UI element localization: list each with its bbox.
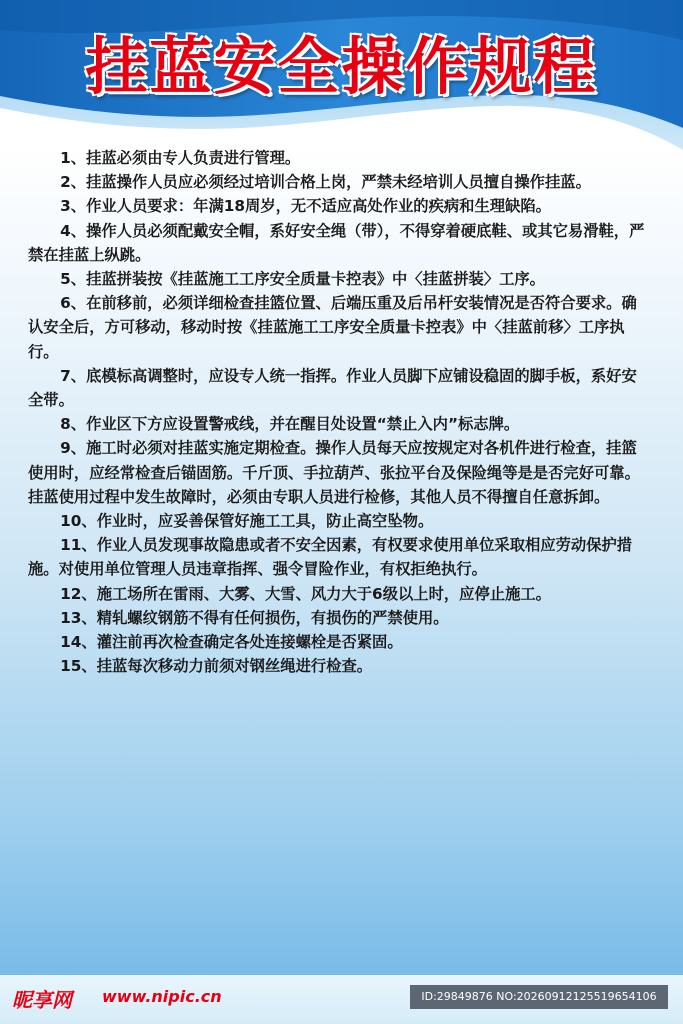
rule-item: 4、操作人员必须配戴安全帽，系好安全绳（带），不得穿着硬底鞋、或其它易滑鞋，严禁在挂蓝上纵跳。 [28,221,645,264]
rule-item: 9、施工时必须对挂蓝实施定期检查。操作人员每天应按规定对各机件进行检查，挂篮使用时，应经常检查后锚固筋。千斤顶、手拉葫芦、张拉平台及保险绳等是是否完好可靠。挂蓝使用过程中发生故障时，必须由专职人员进行检修，其他人员不得擅自任意拆卸。 [28,439,640,506]
watermark-brand-logo: 昵享网 [12,988,72,1012]
rule-item: 10、作业时，应妥善保管好施工工具，防止高空坠物。 [60,512,434,531]
rule-item: 5、挂蓝拼装按《挂蓝施工工序安全质量卡控表》中〈挂蓝拼装〉工序。 [60,270,545,289]
rule-item: 15、挂蓝每次移动力前须对钢丝绳进行检查。 [60,657,373,676]
rule-item: 8、作业区下方应设置警戒线，并在醒目处设置“禁止入内”标志牌。 [60,415,520,434]
rule-item: 13、精轧螺纹钢筋不得有任何损伤，有损伤的严禁使用。 [60,608,449,627]
rule-item: 11、作业人员发现事故隐患或者不安全因素，有权要求使用单位采取相应劳动保护措施。对使用单位管理人员违章指挥、强令冒险作业，有权拒绝执行。 [28,536,633,579]
rule-item: 7、底模标高调整时，应设专人统一指挥。作业人员脚下应铺设稳固的脚手板，系好安全带。 [28,366,637,410]
rule-item: 2、挂蓝操作人员应必须经过培训合格上岗，严禁未经培训人员擅自操作挂蓝。 [60,173,591,192]
rule-item: 14、灌注前再次检查确定各处连接螺栓是否紧固。 [60,633,403,652]
poster-title: 挂蓝安全操作规程 [85,30,598,103]
watermark-site-link[interactable]: www.nipic.cn [102,987,222,1006]
watermark-id-label: ID:29849876 NO:20260912125519654106 [410,985,668,1009]
rule-item: 3、作业人员要求：年满18周岁，无不适应高处作业的疾病和生理缺陷。 [60,197,551,216]
rule-item: 1、挂蓝必须由专人负责进行管理。 [60,149,301,167]
rule-item: 6、在前移前，必须详细检查挂篮位置、后端压重及后吊杆安装情况是否符合要求。确认安全后，方可移动，移动时按《挂蓝施工工序安全质量卡控表》中〈挂蓝前移〉工序执行。 [28,294,637,361]
rule-item: 12、施工场所在雷雨、大雾、大雪、风力大于6级以上时，应停止施工。 [60,584,551,603]
rules-list [28,146,650,678]
